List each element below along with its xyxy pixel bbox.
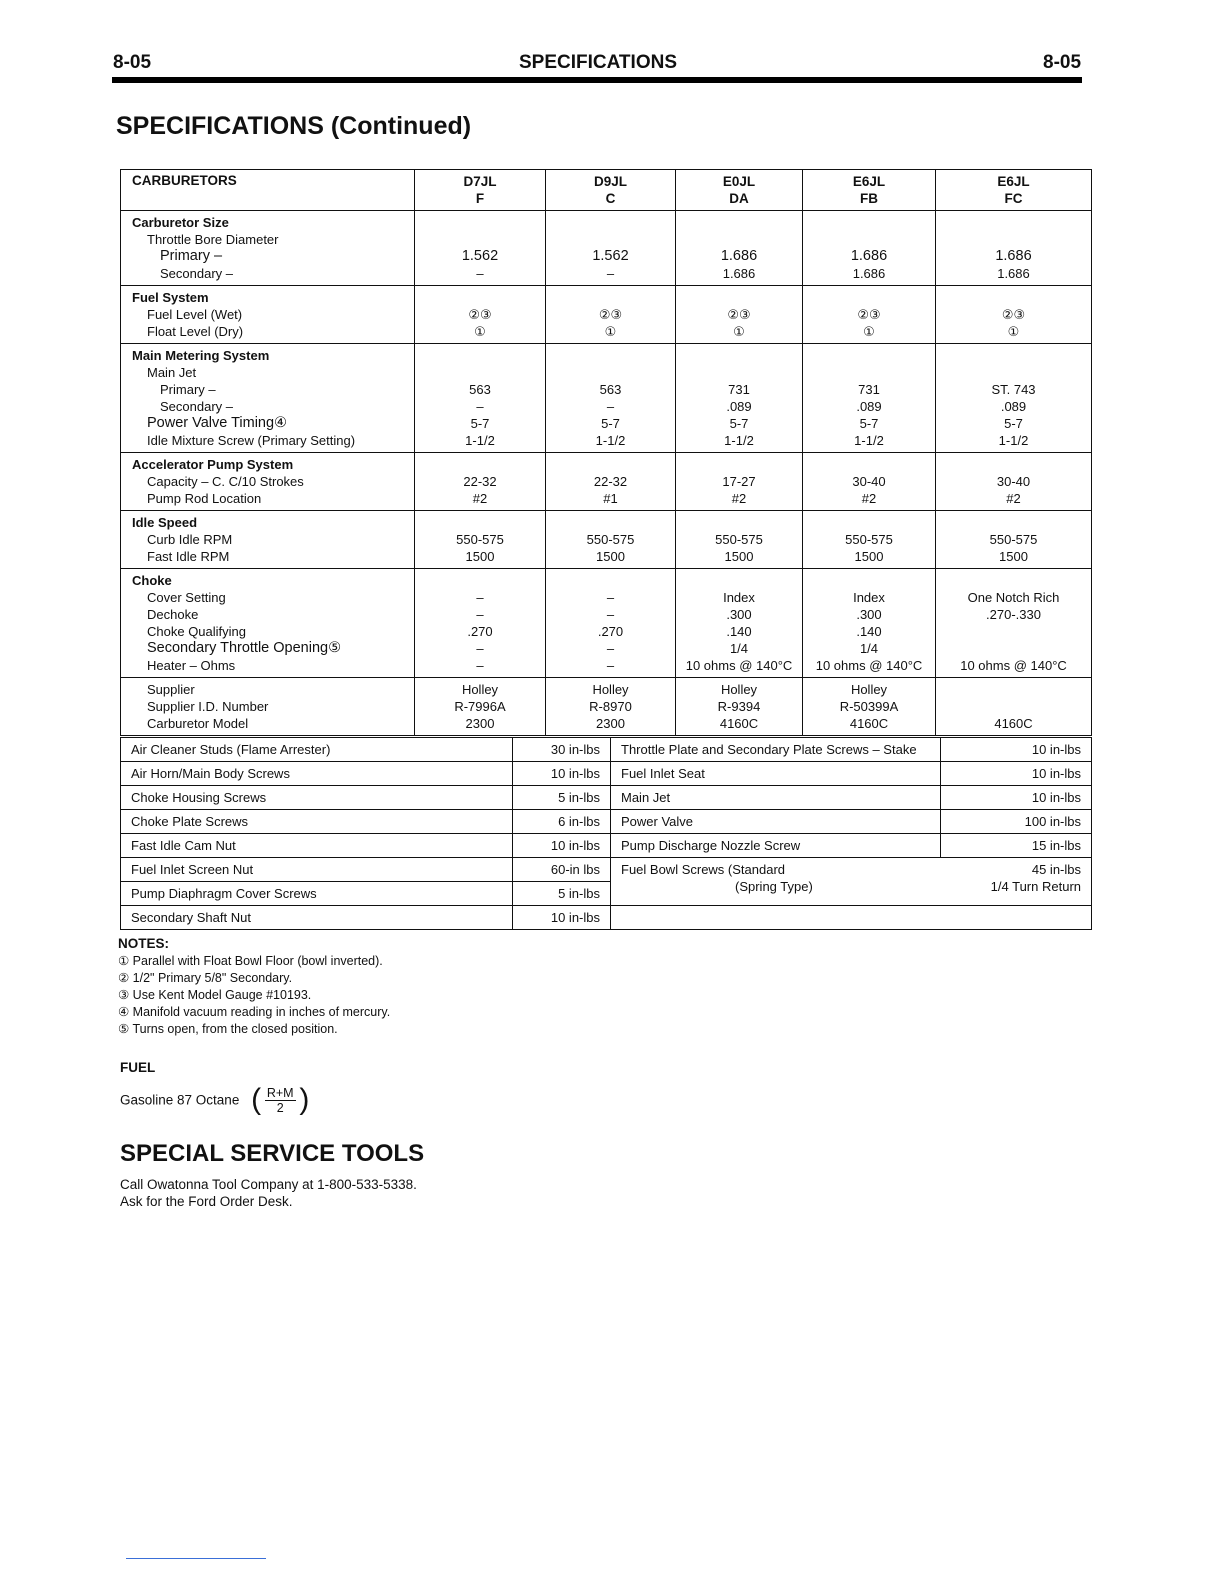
spec-value: 1-1/2 [724, 433, 754, 448]
carburetors-header: CARBURETORS [121, 170, 415, 211]
spec-value-cell [676, 344, 803, 453]
torque-label: Power Valve [611, 810, 941, 834]
model-suffix: FB [860, 191, 878, 206]
torque-row [121, 762, 1092, 786]
spec-value: 550-575 [715, 532, 763, 547]
torque-row [121, 738, 1092, 762]
spec-value: 5-7 [729, 416, 749, 431]
spec-value: 1/4 [729, 641, 749, 656]
spec-value [676, 572, 802, 589]
spec-value: 1.686 [995, 248, 1032, 264]
spec-label: Secondary – [160, 266, 233, 281]
torque-spec-table [120, 737, 1092, 930]
torque-label: Air Cleaner Studs (Flame Arrester) [121, 738, 513, 762]
spec-value: – [476, 266, 484, 281]
spec-value [803, 364, 935, 381]
spec-value-cell [936, 211, 1092, 286]
spec-value [936, 364, 1091, 381]
torque-value: 10 in-lbs [941, 786, 1092, 810]
spec-value: – [606, 641, 615, 656]
spec-value: – [476, 607, 484, 622]
spec-value-cell [803, 286, 936, 344]
spec-value [415, 514, 545, 531]
spec-value: 1/4 [859, 641, 879, 656]
spec-label-cell [121, 344, 415, 453]
spec-value [546, 347, 675, 364]
spec-value-cell [803, 211, 936, 286]
spec-label: Power Valve Timing④ [147, 415, 288, 431]
spec-value: 5-7 [601, 416, 620, 431]
spec-value-cell [546, 569, 676, 678]
fuel-bowl-label: Fuel Bowl Screws (Standard [621, 862, 786, 877]
spec-value: 4160C [719, 716, 759, 731]
formula-numerator: R+M [266, 1085, 294, 1100]
spec-label: Dechoke [147, 607, 199, 622]
spec-value: 1.686 [852, 266, 886, 281]
fuel-spec [120, 1085, 309, 1115]
spec-value: 1500 [596, 549, 625, 564]
carburetor-spec-table [120, 169, 1092, 736]
notes-heading: NOTES: [118, 936, 170, 951]
spec-value: – [476, 658, 484, 673]
spec-value: 1500 [724, 549, 754, 564]
spec-value: – [606, 266, 615, 281]
torque-label: Choke Plate Screws [121, 810, 513, 834]
special-tools-heading: SPECIAL SERVICE TOOLS [120, 1140, 425, 1167]
spec-value: 550-575 [989, 532, 1038, 547]
spec-value [936, 572, 1091, 589]
torque-row [121, 786, 1092, 810]
spec-value-cell [936, 678, 1092, 736]
spec-value: 1-1/2 [595, 433, 626, 448]
page-title: SPECIFICATIONS (Continued) [116, 112, 472, 140]
spec-value: .300 [726, 607, 752, 622]
spec-group-row [121, 344, 1092, 453]
torque-label: Main Jet [611, 786, 941, 810]
tools-line: Call Owatonna Tool Company at 1-800-533-5338. [120, 1177, 417, 1192]
spec-group-row [121, 211, 1092, 286]
spec-value [546, 572, 675, 589]
spec-section-heading: Accelerator Pump System [132, 457, 294, 472]
spec-value-cell [676, 678, 803, 736]
running-header: SPECIFICATIONS [519, 52, 677, 73]
spec-label: Fast Idle RPM [147, 549, 230, 564]
spec-section-heading: Idle Speed [132, 515, 198, 530]
spec-value-cell [415, 569, 546, 678]
spec-label: Capacity – C. C/10 Strokes [147, 474, 304, 489]
spec-value-cell [803, 678, 936, 736]
torque-value: 60-in lbs [513, 858, 611, 882]
spec-value [936, 231, 1091, 248]
spec-value: .270 [467, 624, 493, 639]
spec-section-heading: Choke [132, 573, 172, 588]
torque-value: 5 in-lbs [513, 786, 611, 810]
spec-value: – [606, 590, 615, 605]
spec-label-cell [121, 569, 415, 678]
fuel-bowl-value: 45 in-lbs [1031, 862, 1081, 877]
spec-value: Holley [461, 682, 499, 697]
spec-label: Choke Qualifying [147, 624, 246, 639]
spec-value: 10 ohms @ 140°C [815, 658, 923, 673]
spec-value-cell [936, 286, 1092, 344]
formula-denominator: 2 [276, 1100, 284, 1115]
spec-group-row [121, 286, 1092, 344]
spec-label-cell [121, 511, 415, 569]
spec-value: 1-1/2 [854, 433, 884, 448]
spec-value-cell [415, 511, 546, 569]
spec-value: #2 [1006, 491, 1021, 506]
spec-label: Heater – Ohms [147, 658, 236, 673]
spec-value-cell [803, 344, 936, 453]
fuel-bowl-cell [611, 858, 1092, 906]
spec-value: .089 [726, 399, 752, 414]
spec-value [676, 231, 802, 248]
spec-value: 2300 [465, 716, 495, 731]
spec-value: 550-575 [586, 532, 635, 547]
torque-row [121, 810, 1092, 834]
spec-value [546, 214, 675, 231]
torque-value: 10 in-lbs [941, 738, 1092, 762]
notes-section [118, 936, 390, 1038]
spec-value: 17-27 [722, 474, 756, 489]
spec-value: #2 [731, 491, 747, 506]
spec-section-heading: Carburetor Size [132, 215, 229, 230]
fuel-section [120, 1060, 309, 1115]
spec-value-cell [546, 344, 676, 453]
spec-value: .270 [597, 624, 624, 639]
spec-value: 4160C [994, 716, 1033, 731]
spec-value-cell [415, 678, 546, 736]
spec-value [803, 456, 935, 473]
spec-value [803, 289, 935, 306]
torque-value: 10 in-lbs [513, 834, 611, 858]
torque-value: 10 in-lbs [941, 762, 1092, 786]
spec-value: ②③ [598, 307, 623, 322]
spec-label: Throttle Bore Diameter [147, 232, 279, 247]
spec-label-cell [121, 453, 415, 511]
torque-row [121, 834, 1092, 858]
spec-label: Fuel Level (Wet) [147, 307, 243, 322]
spec-value: 10 ohms @ 140°C [960, 658, 1067, 673]
spec-value-cell [546, 678, 676, 736]
torque-label: Choke Housing Screws [121, 786, 513, 810]
torque-label: Air Horn/Main Body Screws [121, 762, 513, 786]
spec-value: .300 [856, 607, 882, 622]
spec-label-cell [121, 211, 415, 286]
spec-label-cell [121, 678, 415, 736]
spec-value: 22-32 [593, 474, 628, 489]
spec-value: 30-40 [996, 474, 1031, 489]
spec-label: Supplier [147, 682, 195, 697]
spec-label: Carburetor Model [147, 716, 249, 731]
model-code: E6JL [997, 174, 1030, 189]
spec-value [936, 514, 1091, 531]
spec-label: Secondary Throttle Opening⑤ [147, 640, 342, 656]
spec-group-row [121, 511, 1092, 569]
model-suffix: F [475, 191, 485, 206]
spec-section-heading: Fuel System [132, 290, 209, 305]
spec-value: 550-575 [456, 532, 504, 547]
spec-value [936, 640, 1091, 657]
model-header [546, 170, 676, 211]
spec-value: R-7996A [454, 699, 506, 714]
torque-value: 10 in-lbs [513, 762, 611, 786]
spec-value: #2 [472, 491, 488, 506]
model-code: E0JL [722, 174, 756, 189]
spec-value: 5-7 [1004, 416, 1023, 431]
fuel-octane-text: Gasoline 87 Octane [120, 1092, 240, 1108]
spec-value: 563 [599, 382, 622, 397]
model-header [936, 170, 1092, 211]
spec-value: – [606, 607, 615, 622]
spec-value: 550-575 [845, 532, 893, 547]
spec-header-row [121, 170, 1092, 211]
spec-value [546, 514, 675, 531]
spec-value: 1.686 [720, 248, 758, 264]
spec-label: Supplier I.D. Number [147, 699, 269, 714]
octane-formula: ( $\frac{R+M}{2}$ ) [251, 1083, 310, 1116]
spec-value: 1-1/2 [998, 433, 1029, 448]
spec-value [676, 289, 802, 306]
torque-value: 15 in-lbs [941, 834, 1092, 858]
spec-value: Holley [720, 682, 758, 697]
spec-value: ②③ [727, 307, 751, 322]
spec-label: Secondary – [160, 399, 233, 414]
torque-label: Fuel Inlet Seat [611, 762, 941, 786]
spec-value [546, 456, 675, 473]
fuel-bowl-spring-label: (Spring Type) [735, 879, 813, 894]
spec-value: 4160C [849, 716, 889, 731]
special-tools-section [120, 1140, 424, 1210]
page-number-left: 8-05 [113, 52, 152, 73]
spec-value-cell [803, 453, 936, 511]
note-item: ④ Manifold vacuum reading in inches of mercury. [118, 1005, 391, 1019]
spec-value [546, 231, 675, 248]
spec-value: #2 [861, 491, 877, 506]
torque-value: 30 in-lbs [513, 738, 611, 762]
spec-value [936, 698, 1091, 715]
spec-value: ① [733, 324, 745, 339]
spec-value-cell [936, 511, 1092, 569]
model-code: D7JL [463, 174, 497, 189]
spec-label: Idle Mixture Screw (Primary Setting) [147, 433, 356, 448]
spec-value-cell [546, 511, 676, 569]
model-suffix: C [605, 191, 616, 206]
spec-label: Primary – [160, 382, 216, 397]
spec-value [936, 623, 1091, 640]
note-item: ① Parallel with Float Bowl Floor (bowl inverted). [118, 954, 383, 968]
spec-value [936, 456, 1091, 473]
spec-value: ① [474, 324, 486, 339]
spec-value-cell [415, 286, 546, 344]
spec-value: 731 [728, 382, 750, 397]
spec-label: Cover Setting [147, 590, 226, 605]
spec-value [676, 347, 802, 364]
spec-value [803, 214, 935, 231]
spec-value-cell [803, 569, 936, 678]
spec-value [936, 347, 1091, 364]
spec-value: ① [863, 324, 875, 339]
spec-value: 1.686 [850, 248, 888, 264]
torque-label: Pump Discharge Nozzle Screw [611, 834, 941, 858]
spec-value: – [606, 658, 615, 673]
spec-value: ① [604, 324, 617, 339]
torque-label: Fuel Inlet Screen Nut [121, 858, 513, 882]
spec-value [415, 347, 545, 364]
spec-value: Index [723, 590, 755, 605]
torque-value: 6 in-lbs [513, 810, 611, 834]
spec-value-cell [676, 569, 803, 678]
footer-line [126, 1558, 266, 1559]
spec-value: Holley [850, 682, 888, 697]
model-header [676, 170, 803, 211]
spec-value: 1.562 [592, 248, 629, 264]
spec-value-cell [415, 211, 546, 286]
model-code: E6JL [852, 174, 886, 189]
header-rule [112, 77, 1082, 83]
spec-value [803, 347, 935, 364]
spec-label-cell [121, 286, 415, 344]
spec-value: 2300 [596, 716, 625, 731]
spec-value-cell [676, 211, 803, 286]
spec-group-row [121, 678, 1092, 736]
spec-value [676, 364, 802, 381]
spec-value: Index [853, 590, 885, 605]
spec-value-cell [415, 453, 546, 511]
spec-value: 10 ohms @ 140°C [685, 658, 793, 673]
spec-value-cell [546, 453, 676, 511]
spec-value [415, 364, 545, 381]
spec-value: – [476, 641, 484, 656]
fuel-heading: FUEL [120, 1060, 156, 1075]
spec-value: ②③ [468, 307, 492, 322]
torque-value: 10 in-lbs [513, 906, 611, 930]
spec-value [936, 214, 1091, 231]
spec-value: 1500 [465, 549, 495, 564]
spec-value [676, 214, 802, 231]
spec-value: 1.686 [997, 266, 1030, 281]
spec-label: Float Level (Dry) [147, 324, 244, 339]
spec-value [415, 289, 545, 306]
spec-value: One Notch Rich [967, 590, 1060, 605]
spec-value [936, 289, 1091, 306]
model-header [803, 170, 936, 211]
spec-value [936, 681, 1091, 698]
spec-value-cell [676, 286, 803, 344]
page-number-right: 8-05 [1043, 52, 1082, 73]
spec-value [676, 514, 802, 531]
spec-value-cell [546, 211, 676, 286]
spec-value: ① [1007, 324, 1020, 339]
spec-value: #1 [603, 491, 618, 506]
spec-section-heading: Main Metering System [132, 348, 270, 363]
spec-value [415, 231, 545, 248]
torque-row [121, 906, 1092, 930]
spec-value [803, 572, 935, 589]
spec-value: 30-40 [852, 474, 886, 489]
spec-value [415, 572, 545, 589]
spec-group-row [121, 569, 1092, 678]
torque-label: Pump Diaphragm Cover Screws [121, 882, 513, 906]
spec-value-cell [676, 453, 803, 511]
spec-value: – [476, 399, 484, 414]
note-item: ③ Use Kent Model Gauge #10193. [118, 988, 312, 1002]
spec-value [415, 456, 545, 473]
spec-label: Primary – [160, 248, 223, 264]
spec-value: 1.686 [722, 266, 756, 281]
spec-value-cell [936, 453, 1092, 511]
spec-value: Holley [592, 682, 629, 697]
spec-value: .140 [856, 624, 882, 639]
spec-value: 22-32 [463, 474, 497, 489]
spec-value: R-9394 [717, 699, 761, 714]
spec-value-cell [936, 569, 1092, 678]
spec-value [803, 514, 935, 531]
spec-value: R-50399A [839, 699, 899, 714]
spec-value: .140 [726, 624, 752, 639]
torque-label: Secondary Shaft Nut [121, 906, 513, 930]
spec-value: .089 [1000, 399, 1027, 414]
model-code: D9JL [593, 174, 627, 189]
spec-label: Pump Rod Location [147, 491, 262, 506]
spec-value: 731 [858, 382, 880, 397]
spec-value: 563 [469, 382, 491, 397]
spec-value: ST. 743 [991, 382, 1036, 397]
spec-value-cell [415, 344, 546, 453]
spec-value: – [476, 590, 484, 605]
spec-value: 1-1/2 [465, 433, 495, 448]
spec-value: ②③ [1001, 307, 1026, 322]
spec-value: R-8970 [589, 699, 632, 714]
spec-value: 1.562 [461, 248, 499, 264]
spec-value: .089 [856, 399, 882, 414]
torque-empty-cell [611, 906, 1092, 930]
spec-value: ②③ [857, 307, 881, 322]
spec-value: 5-7 [470, 416, 490, 431]
torque-row [121, 858, 1092, 882]
note-item: ② 1/2" Primary 5/8" Secondary. [118, 971, 293, 985]
spec-value [546, 289, 675, 306]
spec-group-row [121, 453, 1092, 511]
note-item: ⑤ Turns open, from the closed position. [118, 1022, 338, 1036]
torque-label: Throttle Plate and Secondary Plate Screws – Stake [611, 738, 941, 762]
spec-value [546, 364, 675, 381]
torque-label: Fast Idle Cam Nut [121, 834, 513, 858]
spec-value-cell [546, 286, 676, 344]
spec-value: 1500 [999, 549, 1028, 564]
spec-value-cell [936, 344, 1092, 453]
tools-line: Ask for the Ford Order Desk. [120, 1194, 293, 1209]
torque-value: 100 in-lbs [941, 810, 1092, 834]
spec-value [803, 231, 935, 248]
spec-label: Main Jet [147, 365, 197, 380]
fuel-bowl-spring-value: 1/4 Turn Return [990, 879, 1081, 894]
spec-value-cell [676, 511, 803, 569]
model-suffix: DA [729, 191, 749, 206]
model-suffix: FC [1004, 191, 1023, 206]
spec-value [415, 214, 545, 231]
spec-value-cell [803, 511, 936, 569]
spec-label: Curb Idle RPM [147, 532, 233, 547]
spec-value: .270-.330 [986, 607, 1041, 622]
torque-value: 5 in-lbs [513, 882, 611, 906]
spec-value: – [606, 399, 615, 414]
spec-value [676, 456, 802, 473]
spec-value: 1500 [854, 549, 884, 564]
spec-value: 5-7 [859, 416, 879, 431]
model-header [415, 170, 546, 211]
